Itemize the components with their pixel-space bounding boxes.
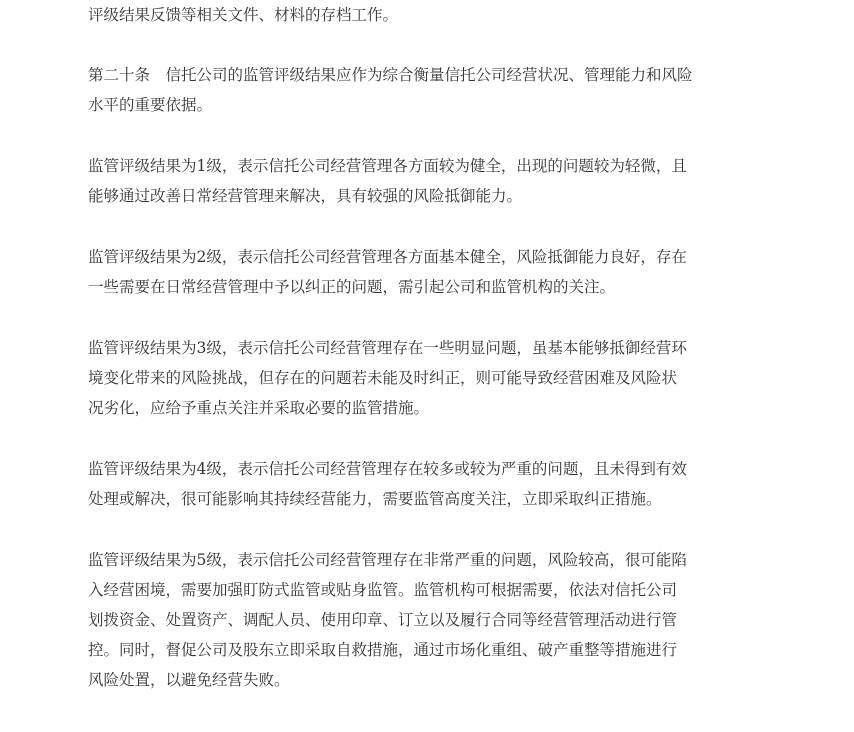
paragraph-article-20 [88,60,778,120]
text-line: 水平的重要依据。 [88,96,213,114]
paragraph-spacer [88,120,778,151]
text-line: 入经营困境，需要加强盯防式监管或贴身监管。监管机构可根据需要，依法对信托公司 [88,581,678,599]
text-line: 监管评级结果为4级，表示信托公司经营管理存在较多或较为严重的问题，且未得到有效 [88,460,687,478]
text-line: 第二十条 信托公司的监管评级结果应作为综合衡量信托公司经营状况、管理能力和风险 [88,66,693,84]
paragraph-spacer [88,302,778,333]
text-line: 能够通过改善日常经营管理来解决，具有较强的风险抵御能力。 [88,187,523,205]
document-body [88,0,778,695]
text-line: 一些需要在日常经营管理中予以纠正的问题，需引起公司和监管机构的关注。 [88,278,616,296]
paragraph-spacer [88,30,778,60]
paragraph-rating-5 [88,545,778,695]
paragraph-rating-1 [88,151,778,211]
text-line: 监管评级结果为5级，表示信托公司经营管理存在非常严重的问题，风险较高，很可能陷 [88,551,687,569]
paragraph-rating-3 [88,333,778,423]
text-line: 控。同时，督促公司及股东立即采取自救措施，通过市场化重组、破产重整等措施进行 [88,641,678,659]
text-line: 况劣化，应给予重点关注并采取必要的监管措施。 [88,399,430,417]
text-line: 监管评级结果为1级，表示信托公司经营管理各方面较为健全，出现的问题较为轻微，且 [88,157,687,175]
text-line: 处理或解决，很可能影响其持续经营能力，需要监管高度关注，立即采取纠正措施。 [88,490,662,508]
paragraph-spacer [88,514,778,545]
paragraph-rating-2 [88,242,778,302]
text-line: 评级结果反馈等相关文件、材料的存档工作。 [88,6,399,24]
paragraph-archiving [88,0,778,30]
paragraph-spacer [88,423,778,454]
text-line: 风险处置，以避免经营失败。 [88,671,290,689]
paragraph-spacer [88,211,778,242]
text-line: 监管评级结果为2级，表示信托公司经营管理各方面基本健全，风险抵御能力良好，存在 [88,248,687,266]
paragraph-rating-4 [88,454,778,514]
text-line: 境变化带来的风险挑战，但存在的问题若未能及时纠正，则可能导致经营困难及风险状 [88,369,678,387]
text-line: 划拨资金、处置资产、调配人员、使用印章、订立以及履行合同等经营管理活动进行管 [88,611,678,629]
text-line: 监管评级结果为3级，表示信托公司经营管理存在一些明显问题，虽基本能够抵御经营环 [88,339,687,357]
